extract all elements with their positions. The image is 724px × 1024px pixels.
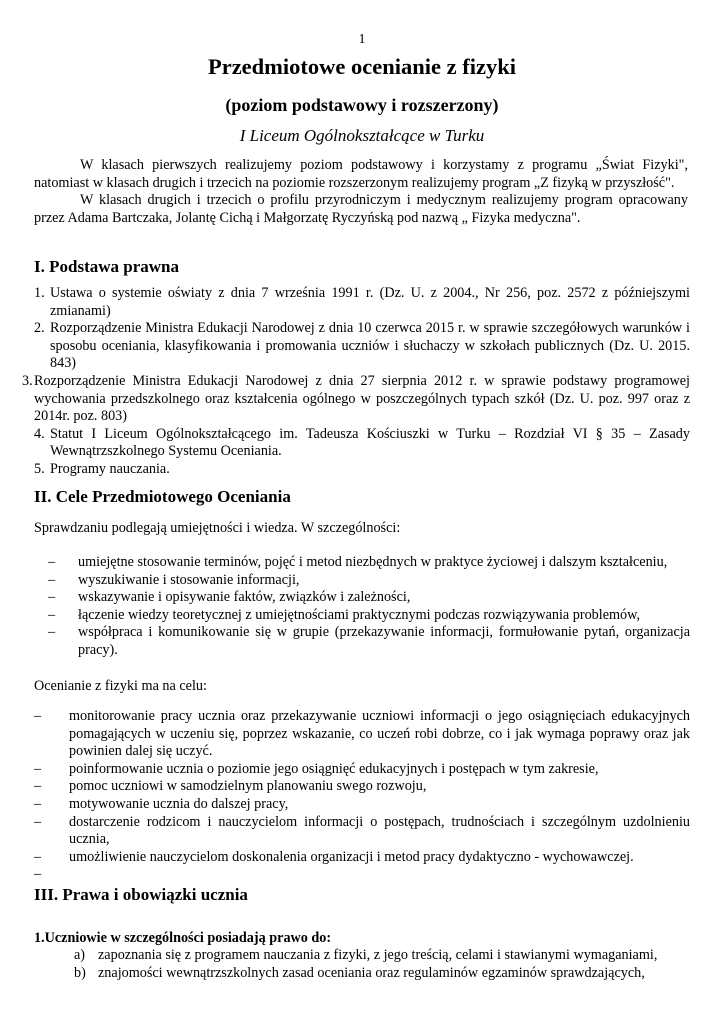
list-item	[34, 320, 690, 373]
item-text: wskazywanie i opisywanie faktów, związków i zależności,	[78, 589, 411, 606]
section-heading-legal-basis: I. Podstawa prawna	[34, 257, 179, 276]
item-text: Statut I Liceum Ogólnokształcącego im. Tadeusza Kościuszki w Turku – Rozdział VI § 35 – Zasady Wewnątrzszkolnego Systemu Oceniania.	[50, 425, 690, 460]
school-name: I Liceum Ogólnokształcące w Turku	[239, 126, 485, 145]
item-text: Ustawa o systemie oświaty z dnia 7 września 1991 r. (Dz. U. z 2004., Nr 256, poz. 2572 z późniejszymi zmianami)	[50, 285, 690, 319]
document-title: Przedmiotowe ocenianie z fizyki	[207, 54, 517, 79]
dash-bullet: –	[48, 589, 56, 606]
dash-bullet: –	[34, 708, 42, 724]
item-text: Programy nauczania.	[50, 460, 170, 477]
dash-bullet: –	[34, 848, 42, 865]
dash-bullet: –	[48, 606, 56, 623]
list-item	[34, 796, 690, 814]
item-text: motywowanie ucznia do dalszej pracy,	[69, 795, 289, 812]
dash-bullet: –	[34, 795, 42, 812]
goals-lead: Ocenianie z fizyki ma na celu:	[34, 678, 207, 694]
item-text: współpraca i komunikowanie się w grupie (przekazywanie informacji, formułowanie pytań, organizacja pracy).	[78, 624, 690, 658]
list-item	[22, 372, 690, 426]
intro-paragraph: W klasach drugich i trzecich o profilu przyrodniczym i medycznym realizujemy program opracowany przez Adama Bartczaka, Jolantę Cichą i Małgorzatę Ryczyńską pod nazwą „ Fizyka medyczna".	[34, 192, 688, 226]
list-item	[34, 814, 690, 849]
page-number: 1	[358, 32, 366, 47]
list-item	[34, 947, 690, 965]
dash-bullet: –	[34, 778, 42, 795]
item-text: znajomości wewnątrzszkolnych zasad oceniania oraz regulaminów egzaminów sprawdzających,	[98, 964, 645, 981]
item-text: umożliwienie nauczycielom doskonalenia organizacji i metod pracy dydaktyczno - wychowawczej.	[69, 848, 634, 865]
dash-bullet: –	[34, 813, 42, 830]
section-heading-assessment-goals: II. Cele Przedmiotowego Oceniania	[34, 487, 291, 506]
item-text: pomoc uczniowi w samodzielnym planowaniu swego rozwoju,	[69, 778, 427, 795]
legal-basis-list	[22, 285, 690, 479]
list-item	[34, 285, 690, 320]
list-item	[34, 761, 690, 779]
list-item	[34, 778, 690, 796]
list-item	[34, 572, 690, 590]
goals-list	[34, 708, 690, 883]
item-text: zapoznania się z programem nauczania z fizyki, z jego treścią, celami i stawianymi wymaganiami,	[98, 947, 658, 963]
list-item	[34, 624, 690, 659]
list-item	[34, 426, 690, 461]
dash-bullet: –	[34, 866, 42, 883]
item-number: 4.	[34, 425, 45, 442]
item-text: wyszukiwanie i stosowanie informacji,	[78, 571, 300, 588]
rights-subheading: 1.Uczniowie w szczególności posiadają prawo do:	[34, 930, 332, 946]
item-number: 1.	[34, 285, 45, 301]
dash-bullet: –	[34, 760, 42, 777]
item-letter: b)	[74, 964, 86, 981]
item-letter: a)	[74, 947, 86, 963]
item-text: Rozporządzenie Ministra Edukacji Narodowej z dnia 10 czerwca 2015 r. w sprawie szczegółowych warunków i sposobu oceniania, klasyfikowania i promowania uczniów i słuchaczy w szkołach publicznych (Dz. U. 2015. 843)	[50, 320, 690, 372]
list-item	[34, 554, 690, 572]
item-text: Rozporządzenie Ministra Edukacji Narodowej z dnia 27 sierpnia 2012 r. w sprawie podstawy programowej wychowania przedszkolnego oraz kształcenia ogólnego w poszczególnych typach szkół (Dz. U. poz. 997 oraz z 2014r. poz. 803)	[34, 372, 690, 425]
skills-list	[34, 554, 690, 660]
dash-bullet: –	[48, 554, 56, 570]
item-text: łączenie wiedzy teoretycznej z umiejętnościami praktycznymi podczas rozwiązywania problemów,	[78, 606, 640, 623]
list-item	[34, 708, 690, 761]
intro-paragraph: W klasach pierwszych realizujemy poziom podstawowy i korzystamy z programu „Świat Fizyki", natomiast w klasach drugich i trzecich na poziomie rozszerzonym realizujemy program „Z fizyką w przyszłość".	[34, 157, 688, 191]
list-item	[34, 461, 690, 479]
rights-list	[34, 947, 690, 982]
list-item	[34, 965, 690, 983]
document-subtitle: (poziom podstawowy i rozszerzony)	[225, 95, 499, 115]
list-item	[34, 607, 690, 625]
intro-text	[34, 157, 688, 227]
dash-bullet: –	[48, 624, 56, 641]
skills-lead: Sprawdzaniu podlegają umiejętności i wiedza. W szczególności:	[34, 520, 401, 536]
item-text: umiejętne stosowanie terminów, pojęć i metod niezbędnych w praktyce życiowej i dalszym kształceniu,	[78, 554, 668, 570]
item-number: 2.	[34, 320, 45, 337]
item-number: 3.	[22, 372, 33, 389]
item-text: monitorowanie pracy ucznia oraz przekazywanie uczniowi informacji o jego osiągnięciach edukacyjnych pomagających w uczeniu się, poprzez wskazanie, co uczeń robi dobrze, co i jak wymaga poprawy oraz jak powinien dalej się uczyć.	[69, 708, 690, 760]
item-number: 5.	[34, 460, 45, 477]
list-item	[34, 849, 690, 867]
list-item	[34, 589, 690, 607]
section-heading-student-rights: III. Prawa i obowiązki ucznia	[34, 885, 248, 904]
item-text: dostarczenie rodzicom i nauczycielom informacji o postępach, trudnościach i szczególnym uzdolnieniu ucznia,	[69, 813, 690, 848]
item-text: poinformowanie ucznia o poziomie jego osiągnięć edukacyjnych i postępach w tym zakresie,	[69, 760, 599, 777]
dash-bullet: –	[48, 571, 56, 588]
